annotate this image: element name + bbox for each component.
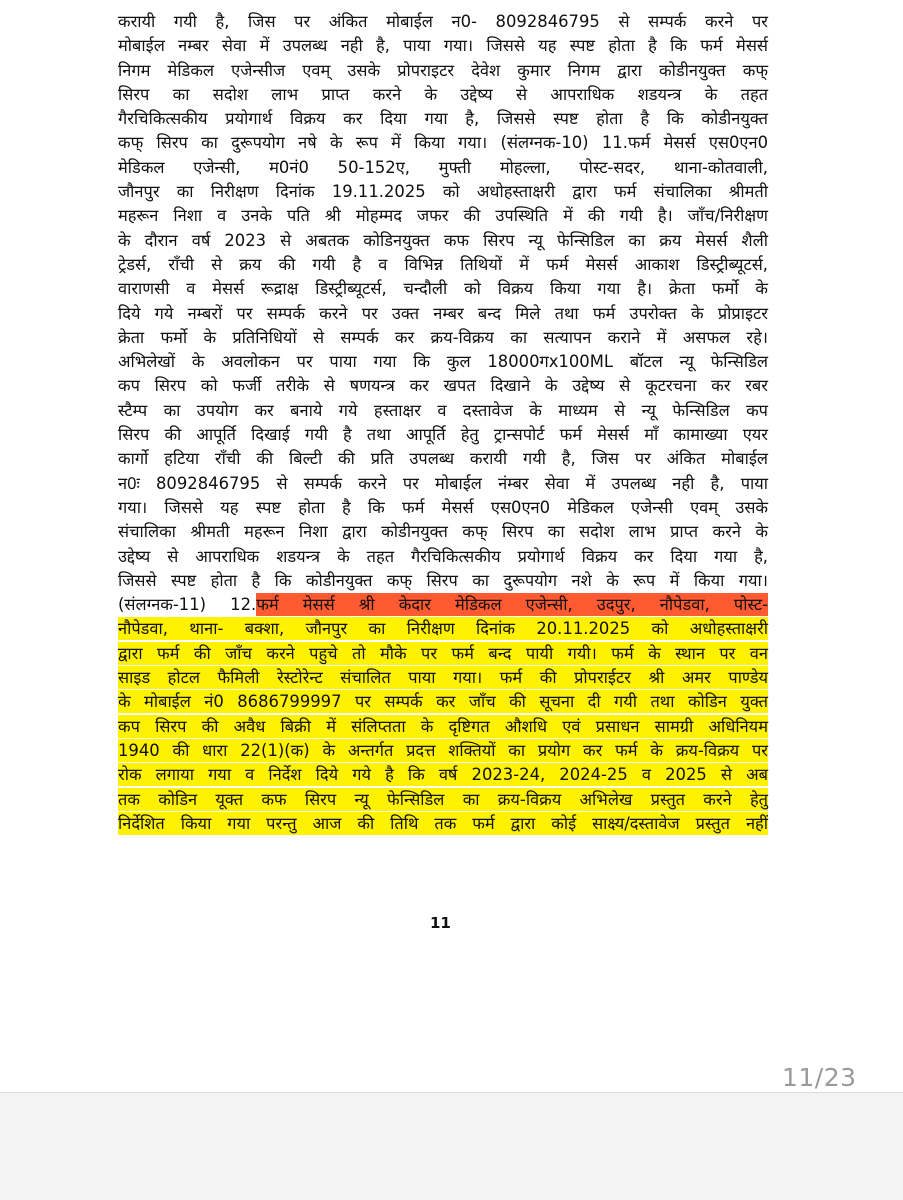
text-line: क्रेता फर्मो के प्रतिनिधियों से सम्पर्क कर क्रय-विक्रय का सत्यापन कराने में असफल रहे। bbox=[118, 327, 768, 347]
text-line: उद्देष्य से आपराधिक शडयन्त्र के तहत गैरचिकित्सकीय प्रयोगार्थ विक्रय कर दिया गया है, bbox=[118, 546, 768, 566]
text-line: दिये गये नम्बरों पर सम्पर्क करने पर उक्त नम्बर बन्द मिले तथा फर्म उपरोक्त के प्रोप्राइटर bbox=[118, 303, 768, 323]
text-line: कार्गो हटिया राँची की बिल्टी की प्रति उपलब्ध करायी गयी है, जिस पर अंकित मोबाईल bbox=[118, 449, 768, 469]
text-line: करायी गयी है, जिस पर अंकित मोबाईल न0- 8092846795 से सम्पर्क करने पर bbox=[118, 12, 768, 31]
highlighted-line: रोक लगाया गया व निर्देश दिये गये है कि वर्ष 2023-24, 2024-25 व 2025 से अब bbox=[118, 765, 768, 785]
text-line: कफ् सिरप का दुरूपयोग नषे के रूप में किया गया। (संलग्नक-10) 11.फर्म मेसर्स एस0एन0 bbox=[118, 133, 768, 153]
text-line: मोबाईल नम्बर सेवा में उपलब्ध नही है, पाया गया। जिससे यह स्पष्ट होता है कि फर्म मेसर्स bbox=[118, 36, 768, 56]
highlight-orange: फर्म मेसर्स श्री केदार मेडिकल एजेन्सी, उदपुर, नौपेडवा, पोस्ट- bbox=[256, 595, 768, 615]
highlighted-line: साइड होटल फैमिली रेस्टोरेन्ट संचालित पाया गया। फर्म की प्रोपराईटर श्री अमर पाण्डेय bbox=[118, 668, 768, 688]
text-line: न0ः 8092846795 से सम्पर्क करने पर मोबाईल नंम्बर सेवा में उपलब्ध नही है, पाया bbox=[118, 473, 768, 493]
text-line: संचालिका श्रीमती महरून निशा द्वारा कोडीनयुक्त कफ् सिरप का सदोश लाभ प्राप्त करने के bbox=[118, 522, 768, 542]
text-line: जौनपुर का निरीक्षण दिनांक 19.11.2025 को अधोहस्ताक्षरी द्वारा फर्म संचालिका श्रीमती bbox=[118, 182, 768, 202]
text-line: गैरचिकित्सकीय प्रयोगार्थ विक्रय कर दिया गया है, जिससे स्पष्ट होता है कि कोडीनयुक्त bbox=[118, 109, 768, 129]
highlighted-line: कप सिरप की अवैध बिक्री में संलिप्तता के दृष्टिगत औशधि एवं प्रसाधन सामग्री अधिनियम bbox=[118, 716, 768, 736]
page-counter: 11/23 bbox=[782, 1063, 857, 1092]
text-line: निगम मेडिकल एजेन्सीज एवम् उसके प्रोपराइटर देवेश कुमार निगम द्वारा कोडीनयुक्त कफ् bbox=[118, 60, 768, 80]
text-line: सिरप का सदोश लाभ प्राप्त करने के उद्देष्य से आपराधिक शडयन्त्र के तहत bbox=[118, 84, 768, 104]
highlighted-line: के मोबाईल नं0 8686799997 पर सम्पर्क कर जाँच की सूचना दी गयी तथा कोडिन युक्त bbox=[118, 692, 768, 712]
highlighted-line: 1940 की धारा 22(1)(क) के अन्तर्गत प्रदत्त शक्तियों का प्रयोग कर फर्म के क्रय-विक्रय पर bbox=[118, 740, 768, 760]
body-text bbox=[118, 10, 768, 836]
annexure-ref: (संलग्नक-11) 12. bbox=[118, 595, 257, 615]
highlighted-line: नौपेडवा, थाना- बक्शा, जौनपुर का निरीक्षण दिनांक 20.11.2025 को अधोहस्ताक्षरी bbox=[118, 619, 768, 639]
text-line-mixed bbox=[118, 593, 768, 617]
text-line: अभिलेखों के अवलोकन पर पाया गया कि कुल 18000गx100ML बॉटल न्यू फेन्सिडिल bbox=[118, 352, 768, 372]
text-line: गया। जिससे यह स्पष्ट होता है कि फर्म मेसर्स एस0एन0 मेडिकल एजेन्सी एवम् उसके bbox=[118, 497, 768, 517]
text-line: महरून निशा व उनके पति श्री मोहम्मद जफर की उपस्थिति में की गयी है। जाँच/निरीक्षण bbox=[118, 206, 768, 226]
text-line: स्टैम्प का उपयोग कर बनाये गये हस्ताक्षर व दस्तावेज के माध्यम से न्यू फेन्सिडिल कप bbox=[118, 400, 768, 420]
text-line: सिरप की आपूर्ति दिखाई गयी है तथा आपूर्ति हेतु ट्रान्सपोर्ट फर्म मेसर्स माँ कामाख्या एयर bbox=[118, 425, 768, 445]
text-line: मेडिकल एजेन्सी, म0नं0 50-152ए, मुफ्ती मोहल्ला, पोस्ट-सदर, थाना-कोतवाली, bbox=[118, 157, 768, 177]
text-line: जिससे स्पष्ट होता है कि कोडीनयुक्त कफ् सिरप का दुरूपयोग नशे के रूप में किया गया। bbox=[118, 570, 768, 590]
highlighted-line: द्वारा फर्म की जाँच करने पहुचे तो मौके पर फर्म बन्द पायी गयी। फर्म के स्थान पर वन bbox=[118, 643, 768, 663]
text-line: वाराणसी व मेसर्स रूद्राक्ष डिस्ट्रीब्यूटर्स, चन्दौली को विक्रय किया गया है। क्रेता फर्मो के bbox=[118, 279, 768, 299]
highlighted-line: निर्देशित किया गया परन्तु आज की तिथि तक फर्म द्वारा कोई साक्ष्य/दस्तावेज प्रस्तुत नहीं bbox=[118, 813, 768, 833]
text-line: के दौरान वर्ष 2023 से अबतक कोडिनयुक्त कफ सिरप न्यू फेन्सिडिल का क्रय मेसर्स शैली bbox=[118, 230, 768, 250]
highlighted-line: तक कोडिन यूक्त कफ सिरप न्यू फेन्सिडिल का क्रय-विक्रय अभिलेख प्रस्तुत करने हेतु bbox=[118, 789, 768, 809]
text-line: ट्रेडर्स, राँची से क्रय की गयी है व विभिन्न तिथियों में फर्म मेसर्स आकाश डिस्ट्रीब्यूटर्स, bbox=[118, 254, 768, 274]
text-line: कप सिरप को फर्जी तरीके से षणयन्त्र कर खपत दिखाने के उद्देष्य से कूटरचना कर रबर bbox=[118, 376, 768, 396]
page-number: 11 bbox=[430, 914, 451, 932]
